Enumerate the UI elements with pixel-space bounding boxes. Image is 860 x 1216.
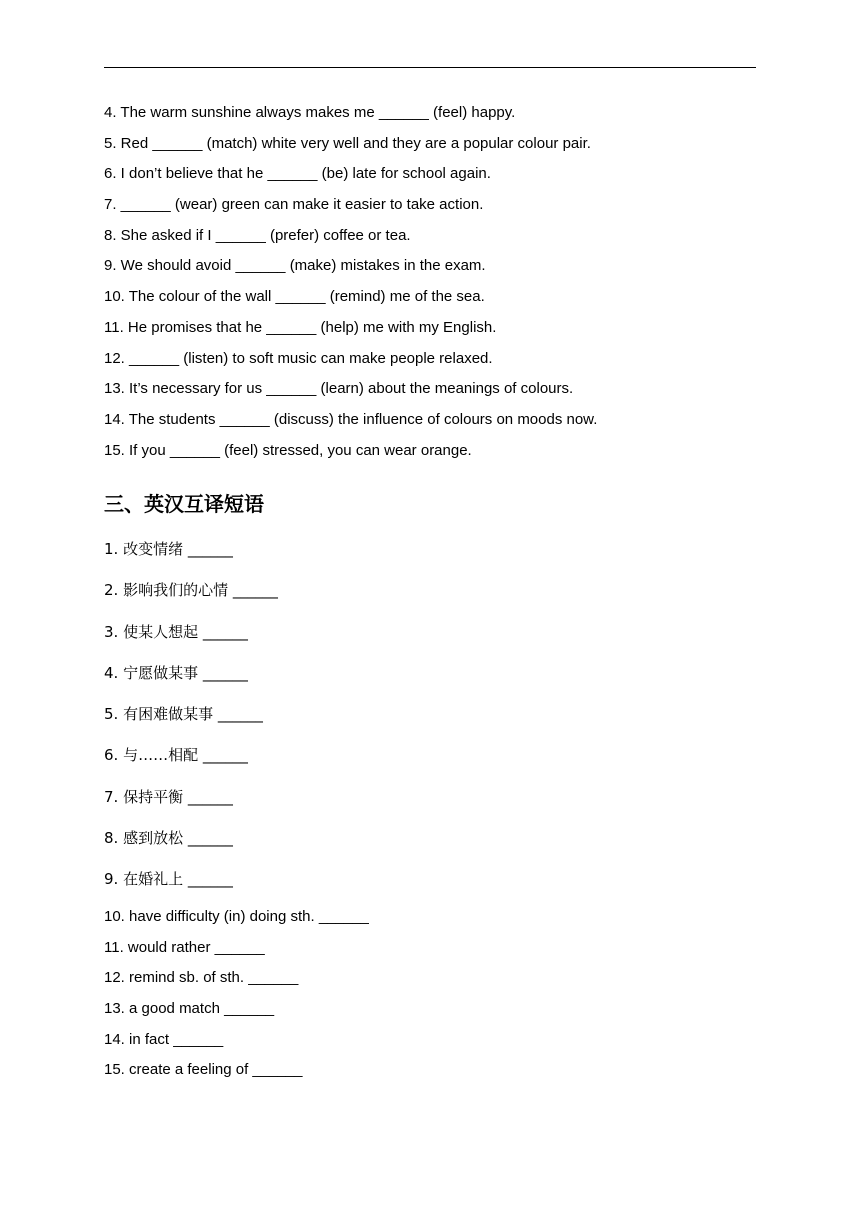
section-heading: 三、英汉互译短语 — [104, 492, 264, 516]
list-item: 5. Red ______ (match) white very well and they are a popular colour pair. — [104, 134, 591, 152]
list-item: 7. 保持平衡 ______ — [104, 787, 233, 806]
list-item: 13. It’s necessary for us ______ (learn) about the meanings of colours. — [104, 380, 574, 398]
list-item: 11. would rather ______ — [104, 938, 265, 956]
list-item: 7. ______ (wear) green can make it easier to take action. — [104, 196, 484, 214]
list-item: 8. 感到放松 ______ — [104, 829, 233, 848]
list-item: 2. 影响我们的心情 ______ — [104, 581, 278, 600]
header-rule — [104, 67, 756, 68]
list-item: 3. 使某人想起 ______ — [104, 622, 248, 641]
list-item: 15. If you ______ (feel) stressed, you can wear orange. — [104, 441, 472, 459]
list-item: 9. 在婚礼上 ______ — [104, 870, 233, 889]
list-item: 15. create a feeling of ______ — [104, 1061, 303, 1079]
list-item: 12. remind sb. of sth. ______ — [104, 969, 299, 987]
list-item: 6. I don’t believe that he ______ (be) late for school again. — [104, 165, 491, 183]
list-item: 5. 有困难做某事 ______ — [104, 705, 263, 724]
english-phrases-list — [104, 906, 369, 1090]
list-item: 1. 改变情绪 ______ — [104, 540, 233, 558]
list-item: 10. The colour of the wall ______ (remind) me of the sea. — [104, 288, 485, 306]
list-item: 6. 与……相配 ______ — [104, 746, 248, 765]
list-item: 11. He promises that he ______ (help) me with my English. — [104, 318, 497, 336]
chinese-phrases-list — [104, 538, 278, 910]
list-item: 4. 宁愿做某事 ______ — [104, 663, 248, 682]
list-item: 14. in fact ______ — [104, 1030, 224, 1048]
list-item: 14. The students ______ (discuss) the influence of colours on moods now. — [104, 410, 598, 428]
list-item: 4. The warm sunshine always makes me ______ (feel) happy. — [104, 104, 516, 121]
fill-in-blanks-list — [104, 102, 756, 470]
list-item: 9. We should avoid ______ (make) mistakes in the exam. — [104, 257, 486, 275]
list-item: 10. have difficulty (in) doing sth. ______ — [104, 908, 369, 925]
list-item: 13. a good match ______ — [104, 1000, 275, 1018]
list-item: 12. ______ (listen) to soft music can make people relaxed. — [104, 349, 493, 367]
list-item: 8. She asked if I ______ (prefer) coffee or tea. — [104, 226, 411, 244]
